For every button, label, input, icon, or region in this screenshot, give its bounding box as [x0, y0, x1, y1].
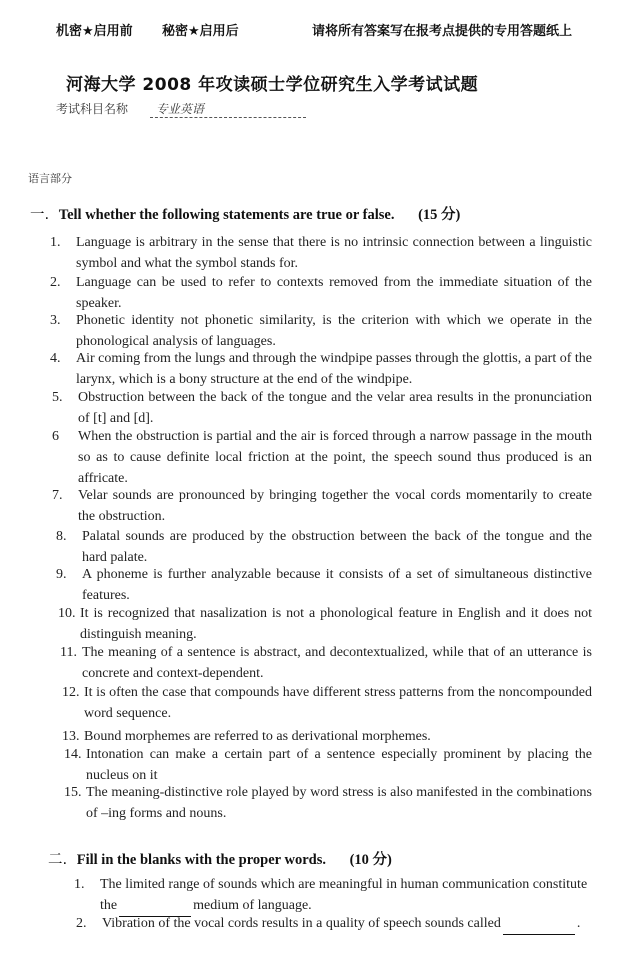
question-text-before: The limited range of sounds which are meaningful in human communication constitute the: [100, 877, 588, 913]
part-label: 语言部分: [28, 172, 72, 185]
question-text: Bound morphemes are referred to as derivational morphemes.: [84, 729, 431, 744]
question-number: 11.: [60, 645, 77, 660]
question-text: Intonation can make a certain part of a sentence especially prominent by placing the nucleus on it: [86, 747, 592, 783]
subject-line: [56, 100, 306, 118]
subject-value: 专业英语: [150, 100, 306, 118]
answer-sheet-instruction: 请将所有答案写在报考点提供的专用答题纸上: [312, 24, 573, 39]
question-number: 12.: [62, 685, 80, 700]
question-number: 8.: [56, 529, 67, 544]
question-text: It is recognized that nasalization is not a phonological feature in English and it does not distinguish meaning.: [80, 606, 592, 642]
section1-instruction: Tell whether the following statements are true or false.: [58, 207, 395, 223]
question-text: [102, 913, 606, 935]
question-text-after: medium of language.: [193, 898, 312, 913]
question-number: 5.: [52, 390, 63, 405]
section2-number: 二.: [48, 852, 68, 868]
question-number: 1.: [50, 235, 61, 250]
section2-instruction: Fill in the blanks with the proper words.: [76, 852, 326, 868]
section2-score: (10 分): [349, 852, 392, 868]
question-text-before: Vibration of the vocal cords results in a quality of speech sounds called: [102, 916, 501, 931]
true-false-question: [56, 564, 592, 606]
true-false-question: [52, 426, 592, 489]
question-text-after: .: [576, 916, 581, 931]
fill-blank-question: [76, 913, 606, 935]
answer-blank: [503, 913, 575, 935]
question-number: 7.: [52, 488, 63, 503]
exam-title: 河海大学 2008 年攻读硕士学位研究生入学考试试题: [66, 75, 479, 95]
fill-blank-question: [74, 874, 606, 917]
true-false-question: [60, 642, 592, 684]
question-text: Air coming from the lungs and through the windpipe passes through the glottis, a part of the larynx, which is a bony structure at the end of the windpipe.: [76, 351, 592, 387]
true-false-question: [62, 682, 592, 724]
section1-heading: [30, 203, 460, 224]
question-text: [100, 874, 606, 917]
question-number: 14.: [64, 747, 82, 762]
true-false-question: [56, 526, 592, 568]
true-false-question: [50, 310, 592, 352]
secret-after-mark: 秘密★启用后: [162, 24, 239, 39]
question-text: Palatal sounds are produced by the obstruction between the back of the tongue and the hard palate.: [82, 529, 592, 565]
section1-score: (15 分): [418, 207, 461, 223]
question-number: 1.: [74, 877, 85, 892]
question-text: A phoneme is further analyzable because it consists of a set of simultaneous distinctive features.: [82, 567, 592, 603]
confidential-before-mark: 机密★启用前: [56, 24, 133, 39]
question-text: Velar sounds are pronounced by bringing together the vocal cords momentarily to create the obstruction.: [78, 488, 592, 524]
true-false-question: [50, 272, 592, 314]
question-text: Language can be used to refer to contexts removed from the immediate situation of the speaker.: [76, 275, 592, 311]
question-number: 2.: [76, 916, 87, 931]
section2-heading: [48, 848, 392, 869]
true-false-question: [52, 485, 592, 527]
question-number: 9.: [56, 567, 67, 582]
question-number: 13.: [62, 729, 80, 744]
question-text: The meaning-distinctive role played by word stress is also manifested in the combinations of –ing forms and nouns.: [86, 785, 592, 821]
true-false-question: [64, 782, 592, 824]
question-text: Phonetic identity not phonetic similarity, is the criterion with which we operate in the phonological analysis of languages.: [76, 313, 592, 349]
question-text: Language is arbitrary in the sense that there is no intrinsic connection between a linguistic symbol and what the symbol stands for.: [76, 235, 592, 271]
question-number: 6: [52, 429, 59, 444]
true-false-question: [58, 603, 592, 645]
true-false-question: [64, 744, 592, 786]
true-false-question: [50, 348, 592, 390]
question-number: 4.: [50, 351, 61, 366]
question-number: 10.: [58, 606, 76, 621]
true-false-question: [50, 232, 592, 274]
question-text: The meaning of a sentence is abstract, and decontextualized, while that of an utterance is concrete and context-dependent.: [82, 645, 592, 681]
question-text: When the obstruction is partial and the air is forced through a narrow passage in the mouth so as to cause definite local friction at the point, the speech sound thus produced is an affricate.: [78, 429, 592, 486]
section1-number: 一.: [30, 207, 50, 223]
question-number: 15.: [64, 785, 82, 800]
question-number: 2.: [50, 275, 61, 290]
true-false-question: [52, 387, 592, 429]
question-text: Obstruction between the back of the tongue and the velar area results in the pronunciation of [t] and [d].: [78, 390, 592, 426]
question-number: 3.: [50, 313, 61, 328]
question-text: It is often the case that compounds have different stress patterns from the noncompounded word sequence.: [84, 685, 592, 721]
subject-label: 考试科目名称: [56, 102, 129, 116]
